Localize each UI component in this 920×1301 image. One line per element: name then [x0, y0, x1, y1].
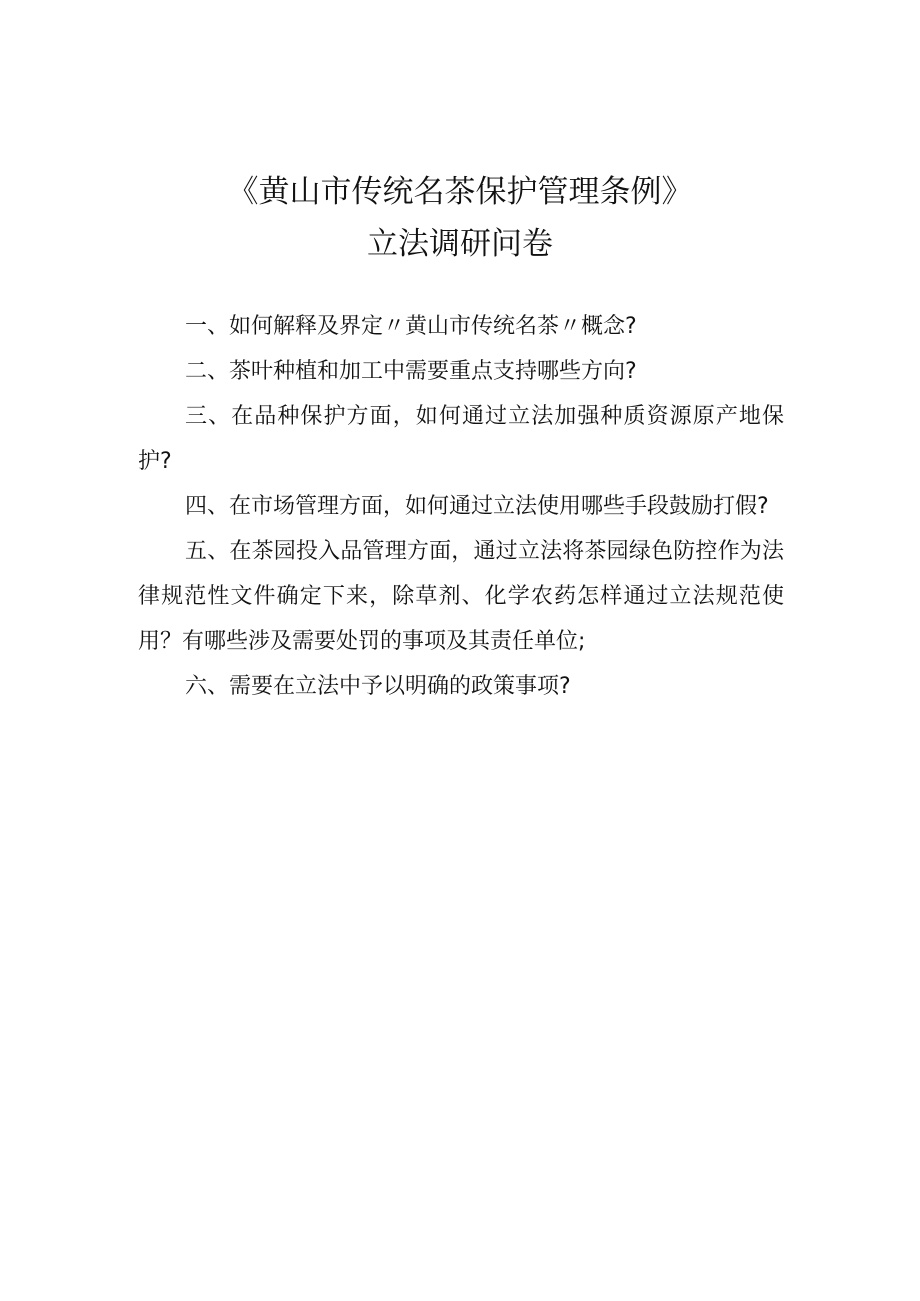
- question-1: 一、如何解释及界定〃黄山市传统名茶〃概念?: [185, 314, 637, 339]
- question-4: 四、在市场管理方面，如何通过立法使用哪些手段鼓励打假?: [185, 494, 769, 519]
- title-line-1: 《黄山市传统名茶保护管理条例》: [227, 174, 693, 210]
- question-6: 六、需要在立法中予以明确的政策事项?: [185, 674, 571, 699]
- question-2: 二、茶叶种植和加工中需要重点支持哪些方向?: [185, 359, 637, 384]
- question-list: [138, 304, 784, 709]
- title-line-2: 立法调研问卷: [367, 226, 553, 262]
- question-5: 五、在茶园投入品管理方面，通过立法将茶园绿色防控作为法律规范性文件确定下来，除草剂、化学农药怎样通过立法规范使用？有哪些涉及需要处罚的事项及其责任单位;: [138, 539, 784, 654]
- document-title: [0, 166, 920, 270]
- question-3: 三、在品种保护方面，如何通过立法加强种质资源原产地保护?: [138, 404, 784, 474]
